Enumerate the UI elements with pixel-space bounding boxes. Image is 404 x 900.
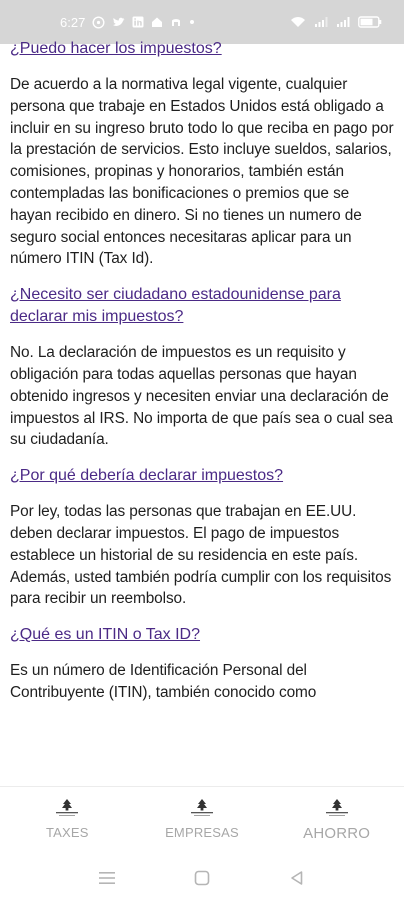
back-button[interactable] <box>277 863 317 893</box>
tab-label: TAXES <box>45 825 89 840</box>
faq-content[interactable] <box>10 38 394 786</box>
home-button[interactable] <box>182 863 222 893</box>
faq-answer-itin: Es un número de Identificación Personal del Contribuyente (ITIN), también conocido como <box>10 662 317 701</box>
faq-answer-por-que-declarar: Por ley, todas las personas que trabajan en EE.UU. deben declarar impuestos. El pago de impuestos establece un historial de su residencia en este país. Además, usted también podría cumplir con los requisitos para recibir un reembolso. <box>10 503 392 608</box>
menu-lines-icon <box>98 871 116 885</box>
back-triangle-icon <box>289 870 305 886</box>
wifi-icon <box>290 16 306 28</box>
faq-question-itin[interactable]: ¿Qué es un ITIN o Tax ID? <box>10 626 201 644</box>
faq-answer-ciudadano: No. La declaración de impuestos es un requisito y obligación para todas aquellas personas que hayan obtenido ingresos y necesiten enviar una declaración de impuestos al IRS. No importa de que país sea o cual sea su ciudadanía. <box>10 344 393 449</box>
home-icon <box>151 16 163 28</box>
status-right <box>290 16 382 28</box>
system-navigation-bar <box>0 856 404 900</box>
faq-question-por-que-declarar[interactable]: ¿Por qué debería declarar impuestos? <box>10 467 284 485</box>
faq-question-puedo-hacer-impuestos[interactable]: ¿Puedo hacer los impuestos? <box>10 40 222 57</box>
square-icon <box>194 870 210 886</box>
tab-label: AHORRO <box>303 825 371 842</box>
status-time: 6:27 <box>60 14 86 30</box>
tab-empresas[interactable] <box>142 797 262 840</box>
signal-icon-1 <box>314 16 328 28</box>
brand-logo-icon <box>50 797 84 819</box>
tab-label: EMPRESAS <box>165 825 239 840</box>
linkedin-icon <box>132 16 144 28</box>
twitter-icon <box>112 16 125 28</box>
more-notifications-dot <box>189 19 195 25</box>
tab-taxes[interactable] <box>7 797 127 840</box>
whatsapp-icon <box>92 16 105 29</box>
brand-logo-icon <box>185 797 219 819</box>
faq-answer-puedo-hacer-impuestos: De acuerdo a la normativa legal vigente, cualquier persona que trabaje en Estados Unidos está obligado a incluir en su ingreso bruto todo lo que reciba en pago por la prestación de servicios. Esto incluye sueldos, salarios, comisiones, propinas y honorarios, también están contempladas las bonificaciones o premios que se hayan recibido en dinero. Si no tienes un numero de seguro social entonces necesitaras aplicar para un número ITIN (Tax Id). <box>10 76 394 268</box>
signal-icon-2 <box>336 16 350 28</box>
status-left <box>60 15 195 30</box>
tab-ahorro[interactable] <box>277 797 397 842</box>
brand-logo-icon <box>320 797 354 819</box>
faq-question-ciudadano[interactable]: ¿Necesito ser ciudadano estadounidense para declarar mis impuestos? <box>10 286 341 326</box>
app-notification-icon <box>170 16 182 28</box>
bottom-tab-bar <box>0 786 404 856</box>
battery-icon <box>358 16 382 28</box>
recent-apps-button[interactable] <box>87 863 127 893</box>
